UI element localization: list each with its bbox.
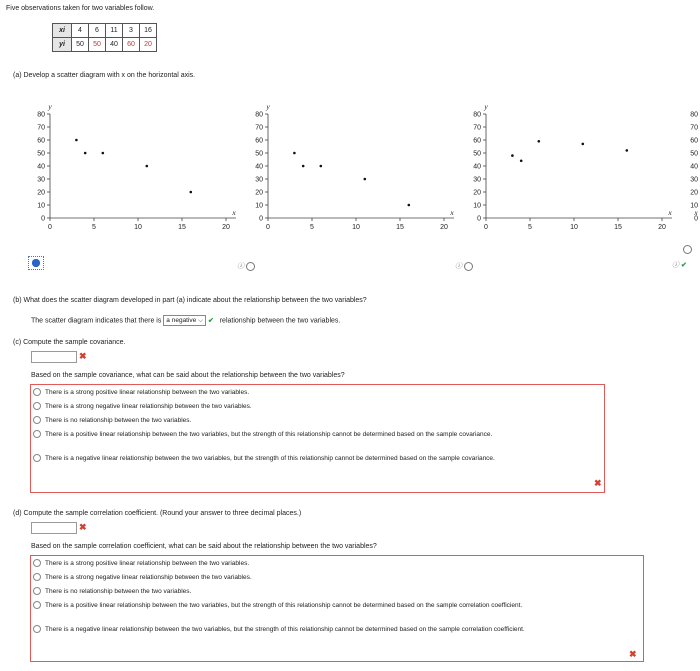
y-tick-label: 70 bbox=[255, 124, 263, 132]
y-axis-title: y bbox=[48, 102, 52, 111]
scatter-chart-svg bbox=[248, 98, 458, 238]
covariance-option[interactable]: There is a negative linear relationship between the two variables, but the strength of this relationship cannot be determined based on the sample covariance. bbox=[33, 454, 578, 463]
radio-button[interactable] bbox=[33, 601, 41, 609]
radio-button[interactable] bbox=[33, 416, 41, 424]
covariance-option[interactable]: There is no relationship between the two variables. bbox=[33, 416, 191, 425]
part-b-answer-line bbox=[31, 315, 340, 326]
correlation-option[interactable]: There is a strong negative linear relationship between the two variables. bbox=[33, 573, 252, 582]
correlation-input[interactable] bbox=[31, 522, 77, 534]
scatter-chart-svg bbox=[466, 98, 676, 238]
scatter-chart-4 bbox=[684, 98, 700, 240]
y-cell: 50 bbox=[89, 38, 106, 52]
y-tick-label: 80 bbox=[37, 111, 45, 119]
scatter-point bbox=[320, 165, 323, 168]
covariance-answer-row bbox=[31, 351, 87, 363]
x-cell: 3 bbox=[123, 24, 140, 38]
y-tick-label: 50 bbox=[473, 150, 481, 158]
correlation-options-box bbox=[30, 555, 644, 662]
y-cell: 60 bbox=[123, 38, 140, 52]
radio-button[interactable] bbox=[33, 430, 41, 438]
y-axis-title: y bbox=[484, 102, 488, 111]
relationship-dropdown[interactable] bbox=[163, 315, 206, 326]
y-cell: 40 bbox=[106, 38, 123, 52]
part-d-followup: Based on the sample correlation coefficient, what can be said about the relationship between the two variables? bbox=[31, 543, 377, 550]
x-tick-label: 0 bbox=[266, 224, 270, 231]
x-tick-label: 10 bbox=[352, 224, 360, 231]
covariance-option[interactable]: There is a strong positive linear relationship between the two variables. bbox=[33, 388, 249, 397]
y-tick-label: 40 bbox=[690, 163, 698, 171]
scatter-point bbox=[146, 165, 149, 168]
chart-4-radio[interactable] bbox=[683, 245, 692, 256]
scatter-point bbox=[293, 152, 296, 155]
part-b-question: (b) What does the scatter diagram developed in part (a) indicate about the relationship between the two variables? bbox=[13, 297, 367, 304]
part-a-question: (a) Develop a scatter diagram with x on the horizontal axis. bbox=[13, 72, 196, 79]
x-tick-label: 10 bbox=[134, 224, 142, 231]
y-tick-label: 0 bbox=[694, 215, 698, 223]
x-cell: 16 bbox=[140, 24, 157, 38]
y-tick-label: 40 bbox=[255, 163, 263, 171]
x-tick-label: 5 bbox=[528, 224, 532, 231]
y-tick-label: 80 bbox=[690, 111, 698, 119]
part-d-question: (d) Compute the sample correlation coefficient. (Round your answer to three decimal places.) bbox=[13, 510, 302, 517]
x-tick-label: 0 bbox=[48, 224, 52, 231]
x-tick-label: 5 bbox=[92, 224, 96, 231]
scatter-point bbox=[538, 140, 541, 143]
radio-button[interactable] bbox=[33, 388, 41, 396]
y-tick-label: 10 bbox=[255, 202, 263, 210]
y-tick-label: 60 bbox=[255, 137, 263, 145]
y-tick-label: 10 bbox=[473, 202, 481, 210]
covariance-input[interactable] bbox=[31, 351, 77, 363]
observations-table bbox=[52, 23, 157, 52]
info-icon[interactable]: ⓘ bbox=[237, 263, 244, 270]
x-tick-label: 20 bbox=[658, 224, 666, 231]
x-tick-label: 20 bbox=[222, 224, 230, 231]
y-tick-label: 0 bbox=[41, 215, 45, 223]
cross-icon: ✖ bbox=[594, 478, 602, 488]
cross-icon: ✖ bbox=[78, 351, 87, 361]
x-axis-title: x bbox=[450, 208, 454, 217]
y-tick-label: 60 bbox=[37, 137, 45, 145]
x-tick-label: 15 bbox=[396, 224, 404, 231]
y-axis-title: y bbox=[266, 102, 270, 111]
y-tick-label: 20 bbox=[690, 189, 698, 197]
scatter-point bbox=[302, 165, 305, 168]
x-axis-title: x bbox=[232, 208, 236, 217]
x-tick-label: 5 bbox=[310, 224, 314, 231]
y-tick-label: 60 bbox=[690, 137, 698, 145]
scatter-point bbox=[582, 143, 585, 146]
radio-button[interactable] bbox=[33, 559, 41, 567]
y-tick-label: 40 bbox=[473, 163, 481, 171]
y-tick-label: 0 bbox=[477, 215, 481, 223]
x-tick-label: 10 bbox=[570, 224, 578, 231]
y-tick-label: 20 bbox=[473, 189, 481, 197]
radio-button[interactable] bbox=[33, 573, 41, 581]
scatter-point bbox=[364, 178, 367, 181]
chart-2-choice bbox=[237, 261, 255, 271]
correlation-option[interactable]: There is a negative linear relationship between the two variables, but the strength of this relationship cannot be determined based on the sample correlation coefficient. bbox=[33, 625, 613, 634]
chevron-down-icon: ⌵ bbox=[198, 317, 204, 324]
y-tick-label: 20 bbox=[255, 189, 263, 197]
correlation-answer-row bbox=[31, 522, 87, 534]
part-c-question: (c) Compute the sample covariance. bbox=[13, 339, 126, 346]
y-tick-label: 40 bbox=[37, 163, 45, 171]
y-tick-label: 60 bbox=[473, 137, 481, 145]
y-tick-label: 30 bbox=[473, 176, 481, 184]
y-tick-label: 70 bbox=[37, 124, 45, 132]
correlation-option[interactable]: There is no relationship between the two variables. bbox=[33, 587, 191, 596]
scatter-point bbox=[408, 204, 411, 207]
x-row bbox=[53, 24, 157, 38]
x-cell: 11 bbox=[106, 24, 123, 38]
covariance-option[interactable]: There is a strong negative linear relationship between the two variables. bbox=[33, 402, 252, 411]
scatter-point bbox=[190, 191, 193, 194]
y-tick-label: 80 bbox=[473, 111, 481, 119]
x-axis-title: x bbox=[668, 208, 672, 217]
chart-4-feedback bbox=[672, 260, 687, 270]
cross-icon: ✖ bbox=[78, 522, 87, 532]
scatter-point bbox=[75, 139, 78, 142]
covariance-options-box bbox=[30, 384, 605, 493]
check-icon: ✔ bbox=[680, 262, 687, 269]
scatter-chart-svg bbox=[684, 98, 700, 238]
correlation-option[interactable]: There is a strong positive linear relationship between the two variables. bbox=[33, 559, 249, 568]
y-cell: 50 bbox=[72, 38, 89, 52]
correlation-option[interactable]: There is a positive linear relationship between the two variables, but the strength of this relationship cannot be determined based on the sample correlation coefficient. bbox=[33, 601, 613, 610]
x-tick-label: 20 bbox=[440, 224, 448, 231]
x-tick-label: 0 bbox=[484, 224, 488, 231]
y-row bbox=[53, 38, 157, 52]
x-tick-label: 15 bbox=[178, 224, 186, 231]
radio-button[interactable] bbox=[33, 587, 41, 595]
check-icon: ✔ bbox=[208, 317, 214, 325]
y-tick-label: 30 bbox=[255, 176, 263, 184]
chart-1-radio-selected[interactable] bbox=[28, 256, 44, 270]
scatter-point bbox=[626, 149, 629, 152]
part-b-prefix: The scatter diagram indicates that there is bbox=[31, 317, 162, 325]
radio-button[interactable] bbox=[33, 625, 41, 633]
x-axis-title: x bbox=[694, 208, 698, 217]
dropdown-value: a negative bbox=[166, 317, 197, 324]
y-tick-label: 30 bbox=[37, 176, 45, 184]
scatter-chart-3 bbox=[466, 98, 676, 240]
part-c-followup: Based on the sample covariance, what can be said about the relationship between the two variables? bbox=[31, 372, 345, 379]
y-tick-label: 50 bbox=[37, 150, 45, 158]
y-tick-label: 10 bbox=[37, 202, 45, 210]
y-tick-label: 70 bbox=[473, 124, 481, 132]
scatter-chart-1 bbox=[30, 98, 240, 240]
chart-2-radio[interactable] bbox=[246, 262, 255, 271]
info-icon[interactable]: ⓘ bbox=[455, 263, 462, 270]
part-b-suffix: relationship between the two variables. bbox=[219, 317, 341, 325]
x-cell: 6 bbox=[89, 24, 106, 38]
scatter-chart-svg bbox=[30, 98, 240, 238]
chart-3-radio[interactable] bbox=[464, 262, 473, 271]
chart-3-choice bbox=[455, 261, 473, 271]
x-tick-label: 15 bbox=[614, 224, 622, 231]
scatter-point bbox=[102, 152, 105, 155]
y-tick-label: 0 bbox=[259, 215, 263, 223]
intro-text: Five observations taken for two variables follow. bbox=[6, 5, 155, 12]
y-tick-label: 80 bbox=[255, 111, 263, 119]
cross-icon: ✖ bbox=[629, 649, 637, 659]
y-tick-label: 70 bbox=[690, 124, 698, 132]
y-tick-label: 50 bbox=[255, 150, 263, 158]
y-tick-label: 10 bbox=[690, 202, 698, 210]
info-icon[interactable]: ⓘ bbox=[672, 262, 679, 269]
y-tick-label: 50 bbox=[690, 150, 698, 158]
y-header: yi bbox=[53, 38, 72, 52]
radio-button[interactable] bbox=[33, 454, 41, 462]
y-tick-label: 30 bbox=[690, 176, 698, 184]
scatter-point bbox=[520, 160, 523, 163]
y-tick-label: 20 bbox=[37, 189, 45, 197]
x-header: xi bbox=[53, 24, 72, 38]
scatter-chart-2 bbox=[248, 98, 458, 240]
scatter-point bbox=[84, 152, 87, 155]
scatter-point bbox=[511, 154, 514, 157]
covariance-option[interactable]: There is a positive linear relationship between the two variables, but the strength of this relationship cannot be determined based on the sample covariance. bbox=[33, 430, 578, 439]
y-cell: 20 bbox=[140, 38, 157, 52]
x-cell: 4 bbox=[72, 24, 89, 38]
radio-button[interactable] bbox=[33, 402, 41, 410]
